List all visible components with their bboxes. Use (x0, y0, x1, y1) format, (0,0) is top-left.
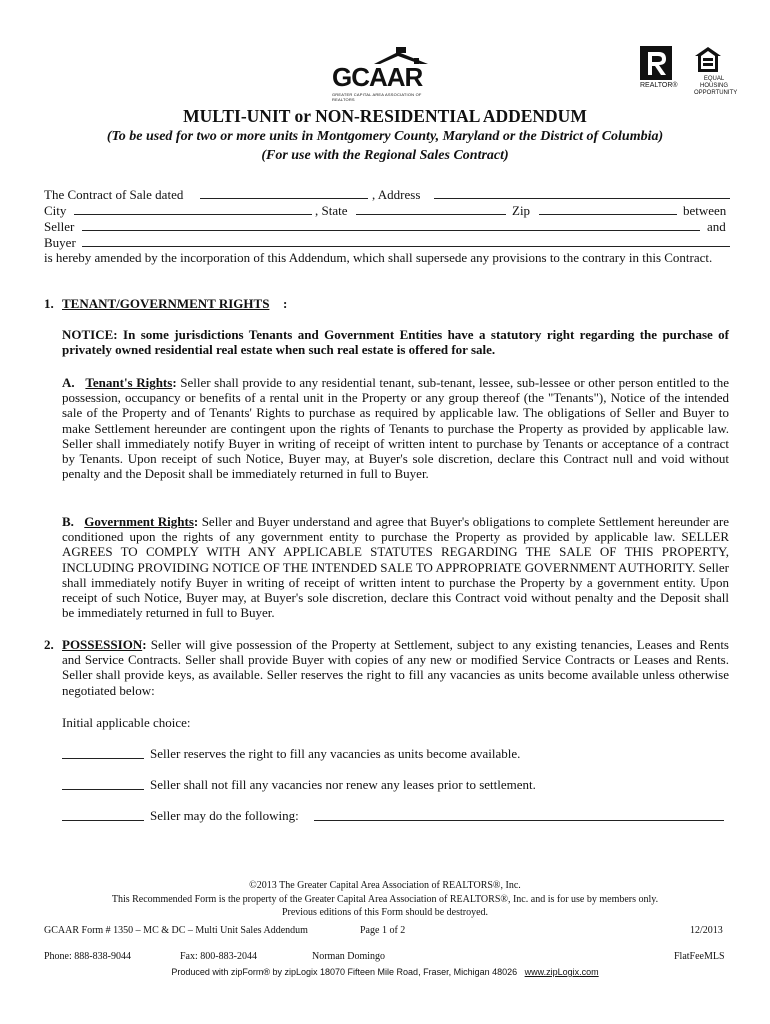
city-label: City (44, 203, 67, 218)
realtor-label: REALTOR® (640, 82, 678, 89)
footer-date: 12/2013 (690, 925, 723, 936)
amendment-text: is hereby amended by the incorporation of this Addendum, which shall supersede any provisions to the contrary in this Contract. (44, 250, 713, 265)
footer-produced (0, 966, 770, 978)
ziplogix-link[interactable]: www.zipLogix.com (524, 967, 599, 977)
zip-field[interactable] (539, 214, 677, 215)
initial-choice-label: Initial applicable choice: (62, 715, 191, 730)
tenant-rights-label: A. (62, 375, 75, 390)
government-rights-paragraph: B. Government Rights: Seller and Buyer understand and agree that Buyer's obligations to complete Settlement hereunder are conditioned upon the rights of any government entity to purchase the Property as provided by applicable law. SELLER AGREES TO COMPLY WITH ANY APPLICABLE STATUTES REGARDING THE SALE OF THIS PROPERTY, INCLUDING PROVIDING NOTICE OF THE INTENDED SALE TO APPROPRIATE GOVERNMENT AUTHORITY. Seller shall immediately notify Buyer in writing of receipt of written intent to purchase the Property by a government entity. Upon receipt of such Notice, Buyer may, at Buyer's sole discretion, declare this Contract void without penalty and the Deposit shall be immediately returned in full to Buyer. (62, 514, 729, 621)
zip-label: Zip (512, 203, 531, 218)
page-title: MULTI-UNIT or NON-RESIDENTIAL ADDENDUM (183, 106, 587, 126)
footer-produced-text: Produced with zipForm® by zipLogix 18070 Fifteen Mile Road, Fraser, Michigan 48026 (171, 967, 518, 977)
footer-brand: FlatFeeMLS (674, 951, 725, 962)
choice3-details-field[interactable] (314, 820, 724, 821)
seller-label: Seller (44, 219, 75, 234)
address-label: , Address (372, 187, 421, 202)
equal-housing-logo (694, 46, 738, 96)
section1-notice: NOTICE: In some jurisdictions Tenants and Government Entities have a statutory right regarding the purchase of privately owned residential real estate when such real estate is offered for sale. (62, 327, 729, 358)
footer-previous: Previous editions of this Form should be destroyed. (281, 907, 489, 918)
gcaar-logo-subtext: GREATER CAPITAL AREA ASSOCIATION OF REALTORS (332, 92, 422, 102)
equal-housing-icon (694, 46, 722, 74)
possession-text: Seller will give possession of the Property at Settlement, subject to any existing tenancies, Leases and Rents and Service Contracts. Seller shall provide Buyer with copies of any new or modified Service Contracts or Leases and Rents. Seller shall provide keys, as available. Seller reserves the right to fill any vacancies as units become available unless otherwise negotiated below: (62, 637, 729, 698)
possession-paragraph: POSSESSION: Seller will give possession of the Property at Settlement, subject to any existing tenancies, Leases and Rents and Service Contracts. Seller shall provide Buyer with copies of any new or modified Service Contracts or Leases and Rents. Seller shall provide keys, as available. Seller reserves the right to fill any vacancies as units become available unless otherwise negotiated below: (62, 637, 729, 698)
choice3-initial-field[interactable] (62, 820, 144, 821)
contract-date-field[interactable] (200, 198, 368, 199)
possession-heading: POSSESSION (62, 637, 143, 652)
tenant-rights-paragraph: A. Tenant's Rights: Seller shall provide to any residential tenant, sub-tenant, lessee, sub-lessee or other person entitled to the possession, occupancy or benefits of a rental unit in the Property or any group thereof (the "Tenants"), Notice of the intended sale of the Property and of Tenants' Rights to purchase as required by applicable law. The obligations of Seller and Buyer to make Settlement hereunder are contingent upon the rights of Tenants to purchase the Property as provided by applicable law. Seller shall immediately notify Buyer in writing of receipt of written intent to purchase by Tenants or acceptance of a contract by Tenants. Upon receipt of such Notice, Buyer may, at Buyer's sole discretion, declare this Contract null and void without penalty and the Deposit shall be immediately returned in full to Buyer. (62, 375, 730, 482)
footer-copyright: ©2013 The Greater Capital Area Association of REALTORS®, Inc. (249, 880, 521, 891)
city-field[interactable] (74, 214, 312, 215)
subtitle-contract: (For use with the Regional Sales Contract) (261, 148, 509, 163)
choice3-text: Seller may do the following: (150, 808, 299, 823)
gcaar-logo-text: GCAAR (332, 62, 423, 92)
buyer-field[interactable] (82, 246, 730, 247)
footer-fax: Fax: 800-883-2044 (180, 951, 257, 962)
equal-housing-label: EQUAL HOUSING OPPORTUNITY (694, 76, 738, 96)
section1-heading: TENANT/GOVERNMENT RIGHTS (62, 296, 270, 311)
footer-recommended: This Recommended Form is the property of the Greater Capital Area Association of REALTORS®, Inc. and is for use by members only. (111, 894, 659, 905)
subtitle-usage: (To be used for two or more units in Montgomery County, Maryland or the District of Columbia) (106, 129, 664, 144)
choice2-initial-field[interactable] (62, 789, 144, 790)
section2-number: 2. (44, 637, 54, 652)
choice2-text: Seller shall not fill any vacancies nor renew any leases prior to settlement. (150, 777, 536, 792)
between-label: between (683, 203, 727, 218)
choice1-text: Seller reserves the right to fill any vacancies as units become available. (150, 746, 521, 761)
realtor-r-icon (640, 46, 672, 80)
choice1-initial-field[interactable] (62, 758, 144, 759)
gcaar-logo (328, 44, 436, 100)
government-rights-text: Seller and Buyer understand and agree that Buyer's obligations to complete Settlement hereunder are conditioned upon the rights of any government entity to purchase the Property as provided by applicable law. SELLER AGREES TO COMPLY WITH ANY APPLICABLE STATUTES REGARDING THE SALE OF THIS PROPERTY, INCLUDING PROVIDING NOTICE OF THE INTENDED SALE TO APPROPRIATE GOVERNMENT AUTHORITY. Seller shall immediately notify Buyer in writing of receipt of written intent to purchase the Property by a government entity. Upon receipt of such Notice, Buyer may, at Buyer's sole discretion, declare this Contract void without penalty and the Deposit shall be immediately returned in full to Buyer. (62, 514, 729, 621)
footer-form-id: GCAAR Form # 1350 – MC & DC – Multi Unit Sales Addendum (44, 925, 308, 936)
footer-phone: Phone: 888-838-9044 (44, 951, 131, 962)
footer-agent: Norman Domingo (312, 951, 386, 962)
section1-number: 1. (44, 296, 54, 311)
tenant-rights-heading: Tenant's Rights (85, 375, 173, 390)
state-field[interactable] (356, 214, 506, 215)
tenant-rights-text: Seller shall provide to any residential tenant, sub-tenant, lessee, sub-lessee or other person entitled to the possession, occupancy or benefits of a rental unit in the Property or any group thereof (the "Tenants"), Notice of the intended sale of the Property and of Tenants' Rights to purchase as required by applicable law. The obligations of Seller and Buyer to make Settlement hereunder are contingent upon the rights of Tenants to purchase the Property as provided by applicable law. Seller shall immediately notify Buyer in writing of receipt of written intent to purchase by Tenants or acceptance of a contract by Tenants. Upon receipt of such Notice, Buyer may, at Buyer's sole discretion, declare this Contract null and void without penalty and the Deposit shall be immediately returned in full to Buyer. (62, 375, 730, 482)
address-field[interactable] (434, 198, 730, 199)
state-label: , State (315, 203, 348, 218)
buyer-label: Buyer (44, 235, 76, 250)
and-label: and (707, 219, 726, 234)
realtor-logo (640, 46, 678, 96)
contract-dated-label: The Contract of Sale dated (44, 187, 184, 202)
government-rights-heading: Government Rights (84, 514, 194, 529)
seller-field[interactable] (82, 230, 700, 231)
footer-page-number: Page 1 of 2 (360, 925, 406, 936)
government-rights-label: B. (62, 514, 74, 529)
